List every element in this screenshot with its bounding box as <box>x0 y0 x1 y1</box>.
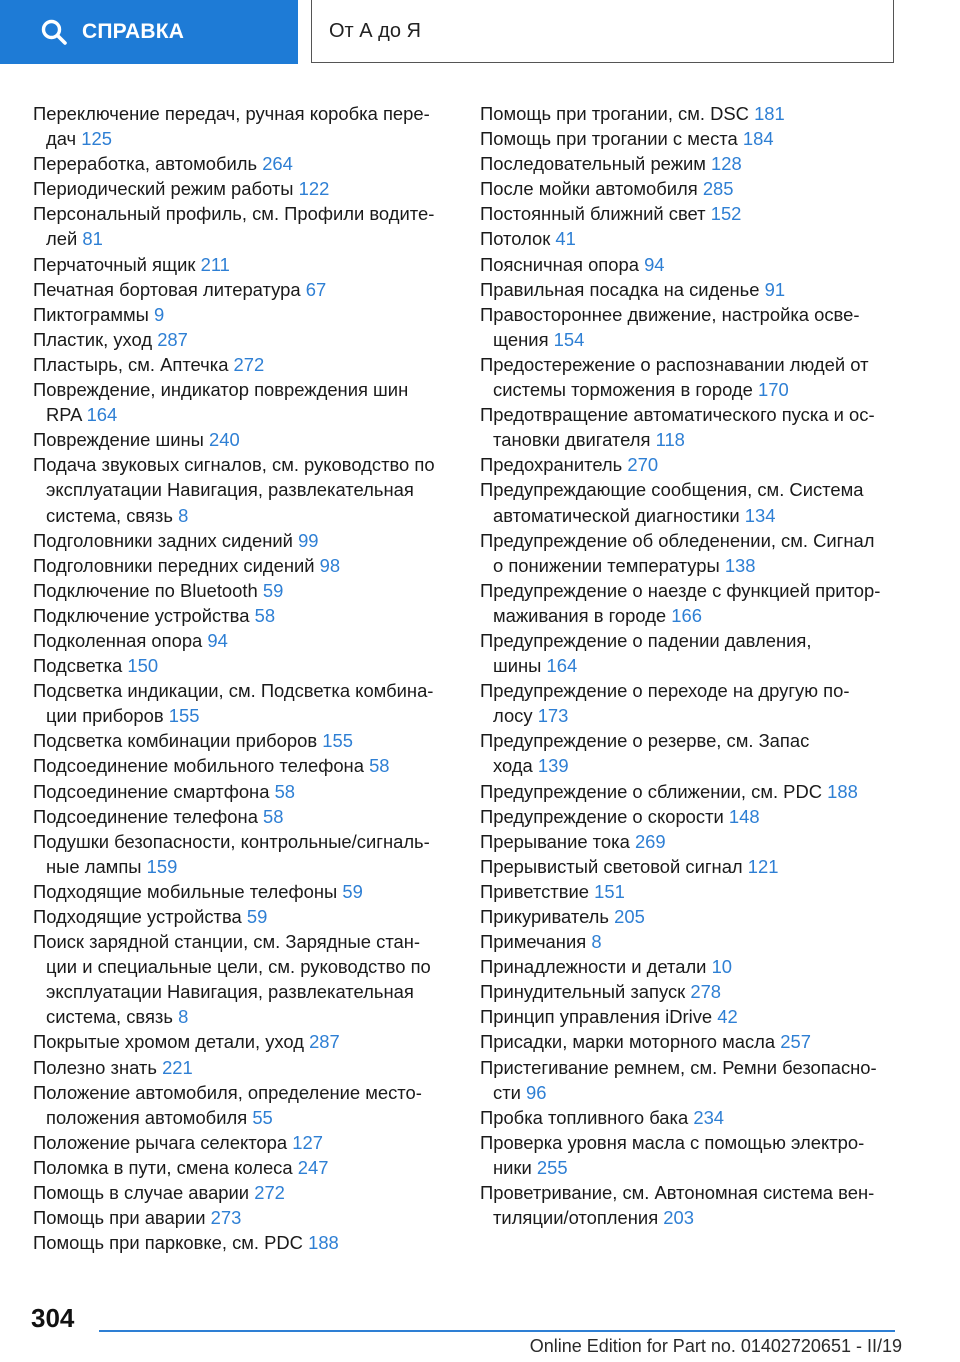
index-entry <box>480 126 910 151</box>
index-entry <box>480 779 910 804</box>
page-link[interactable]: 205 <box>614 906 645 927</box>
page-link[interactable]: 58 <box>263 805 284 827</box>
index-entry <box>480 678 910 728</box>
page-link[interactable]: 154 <box>553 328 585 350</box>
tab-help[interactable] <box>0 0 298 64</box>
index-entry <box>480 151 910 176</box>
index-entry-text: Прикуриватель <box>480 906 609 927</box>
page-link[interactable]: 166 <box>671 604 702 626</box>
index-entry <box>480 1130 910 1180</box>
index-entry-text: Проверка уровня масла с помощью электро- ники <box>480 1131 865 1178</box>
page-link[interactable]: 285 <box>702 178 734 200</box>
index-entry-text: Предупреждение о падении давления, шины <box>480 629 812 677</box>
index-entry-text: Прерывание тока <box>480 830 630 852</box>
page-link[interactable]: 151 <box>594 880 625 902</box>
page-link[interactable]: 170 <box>758 379 789 401</box>
index-entry <box>480 176 910 201</box>
index-entry <box>480 929 910 954</box>
index-entry-text: Перчаточный ящик <box>33 253 196 275</box>
section-breadcrumb[interactable] <box>311 0 894 63</box>
index-entry <box>33 728 463 753</box>
index-entry <box>33 101 463 151</box>
index-entry-text: Предупреждение о резерве, см. Запас хода <box>480 730 810 777</box>
page-link[interactable]: 127 <box>292 1131 323 1153</box>
index-entry <box>480 879 910 904</box>
page-link[interactable]: 98 <box>319 554 341 576</box>
index-entry-text: Правильная посадка на сиденье <box>480 278 760 300</box>
page-link[interactable]: 247 <box>297 1156 329 1178</box>
index-entry-text: Примечания <box>480 931 587 953</box>
page-link[interactable]: 91 <box>764 278 786 300</box>
index-entry <box>480 352 910 402</box>
index-entry-text: Подсоединение телефона <box>33 805 258 827</box>
page-link[interactable]: 272 <box>254 1182 285 1204</box>
page-link[interactable]: 138 <box>724 554 756 576</box>
index-entry <box>480 628 910 678</box>
page-link[interactable]: 173 <box>537 705 569 727</box>
index-entry-text: Пристегивание ремнем, см. Ремни безопасно- сти <box>480 1056 877 1103</box>
page-link[interactable]: 139 <box>537 755 569 777</box>
index-entry <box>480 979 910 1004</box>
index-entry <box>33 678 463 728</box>
index-entry-text: Предупреждение о переходе на другую по- лосу <box>480 680 850 727</box>
index-entry <box>33 653 463 678</box>
index-entry-text: Подсоединение мобильного телефона <box>33 755 364 777</box>
page-link[interactable]: 164 <box>86 404 118 426</box>
page-link[interactable]: 155 <box>168 705 200 727</box>
tab-help-label: СПРАВКА <box>82 20 185 43</box>
index-entry-text: Подключение устройства <box>33 604 250 626</box>
index-entry-text: Последовательный режим <box>480 153 706 175</box>
page-link[interactable]: 81 <box>82 228 103 250</box>
page-link[interactable]: 8 <box>591 931 602 953</box>
index-entry <box>480 1180 910 1230</box>
page-link[interactable]: 269 <box>634 830 666 852</box>
page-link[interactable]: 152 <box>710 203 742 225</box>
index-entry-text: Подголовники задних сидений <box>33 529 293 551</box>
page-link[interactable]: 125 <box>81 128 112 150</box>
index-entry-text: Присадки, марки моторного масла <box>480 1031 776 1053</box>
page-link[interactable]: 155 <box>322 730 353 752</box>
page-link[interactable]: 8 <box>178 1006 189 1028</box>
index-entry-text: Предотвращение автоматического пуска и ос- тановки двигателя <box>480 404 875 451</box>
index-entry <box>480 1004 910 1029</box>
index-entry-text: Принадлежности и детали <box>480 956 707 978</box>
index-entry <box>480 302 910 352</box>
index-entry-text: Пиктограммы <box>33 303 149 325</box>
index-entry-text: Подколенная опора <box>33 629 203 651</box>
index-entry <box>480 477 910 527</box>
footer-divider <box>99 1330 895 1332</box>
page-link[interactable]: 58 <box>369 755 390 777</box>
index-entry-text: Подсветка комбинации приборов <box>33 730 318 752</box>
index-column-right <box>480 101 910 1230</box>
index-entry <box>33 904 463 929</box>
index-entry-text: Потолок <box>480 228 551 250</box>
index-entry-text: Подсветка <box>33 655 123 677</box>
page-link[interactable]: 55 <box>252 1106 273 1128</box>
index-entry <box>33 1205 463 1230</box>
page-link[interactable]: 121 <box>747 855 779 877</box>
index-entry <box>480 101 910 126</box>
index-entry-text: Предупреждение о скорости <box>480 805 724 827</box>
index-entry-text: Повреждение шины <box>33 429 204 451</box>
page-link[interactable]: 99 <box>298 529 319 551</box>
page-link[interactable]: 234 <box>693 1106 725 1128</box>
index-entry-text: Подсветка индикации, см. Подсветка комбина- ции приборов <box>33 680 434 727</box>
page-link[interactable]: 287 <box>309 1031 340 1053</box>
index-entry <box>480 1055 910 1105</box>
index-entry-text: Предупреждение об обледенении, см. Сигнал о понижении температуры <box>480 529 875 576</box>
index-entry <box>480 854 910 879</box>
index-entry <box>33 1230 463 1255</box>
index-entry <box>33 277 463 302</box>
index-entry <box>480 954 910 979</box>
page-link[interactable]: 203 <box>663 1207 694 1229</box>
index-entry-text: Подача звуковых сигналов, см. руководство по эксплуатации Навигация, развлекательная система, связь <box>33 454 435 526</box>
index-entry <box>33 753 463 778</box>
index-entry <box>33 1155 463 1180</box>
page-link[interactable]: 287 <box>157 328 188 350</box>
index-entry-text: Предупреждение о сближении, см. PDC <box>480 780 823 802</box>
index-entry-text: Поломка в пути, смена колеса <box>33 1156 293 1178</box>
index-entry-text: Принудительный запуск <box>480 981 686 1003</box>
index-entry-text: Помощь при трогании с места <box>480 128 738 150</box>
page-link[interactable]: 42 <box>717 1006 738 1028</box>
page-number: 304 <box>31 1303 75 1333</box>
index-entry <box>480 728 910 778</box>
index-entry <box>33 1055 463 1080</box>
index-entry-text: Персональный профиль, см. Профили водите- лей <box>33 203 435 250</box>
index-entry <box>480 1029 910 1054</box>
index-entry <box>480 804 910 829</box>
index-entry <box>33 452 463 527</box>
index-entry <box>33 879 463 904</box>
index-entry <box>33 302 463 327</box>
index-entry <box>33 528 463 553</box>
page-link[interactable]: 273 <box>210 1207 242 1229</box>
index-entry <box>33 1130 463 1155</box>
index-entry-text: Подходящие устройства <box>33 906 242 927</box>
index-entry <box>33 553 463 578</box>
index-entry <box>33 628 463 653</box>
index-entry-text: Переключение передач, ручная коробка пере- дач <box>33 103 430 150</box>
page-link[interactable]: 270 <box>627 454 659 476</box>
index-entry-text: Правостороннее движение, настройка осве- щения <box>480 303 860 350</box>
index-entry-text: Подушки безопасности, контрольные/сигналь- ные лампы <box>33 830 430 877</box>
index-entry <box>33 603 463 628</box>
index-column-left <box>33 101 463 1255</box>
index-entry-text: Прерывистый световой сигнал <box>480 855 743 877</box>
page-link[interactable]: 240 <box>209 429 240 451</box>
index-entry-text: Принцип управления iDrive <box>480 1006 713 1028</box>
index-entry-text: Периодический режим работы <box>33 178 294 200</box>
index-entry <box>480 226 910 251</box>
index-entry-text: Пробка топливного бака <box>480 1106 689 1128</box>
page-link[interactable]: 134 <box>744 504 776 526</box>
index-entry-text: Подсоединение смартфона <box>33 780 270 802</box>
index-entry <box>33 427 463 452</box>
index-entry-text: Покрытые хромом детали, уход <box>33 1031 304 1053</box>
index-entry <box>33 779 463 804</box>
index-entry <box>33 352 463 377</box>
index-entry <box>33 176 463 201</box>
page-link[interactable]: 58 <box>254 604 276 626</box>
page-link[interactable]: 278 <box>690 981 722 1003</box>
index-entry-text: Полезно знать <box>33 1056 157 1078</box>
page-link[interactable]: 67 <box>305 278 327 300</box>
page-link[interactable]: 96 <box>526 1081 547 1103</box>
index-entry-text: Подходящие мобильные телефоны <box>33 880 338 902</box>
index-entry <box>33 1080 463 1130</box>
index-entry-text: Предохранитель <box>480 454 623 476</box>
footer-edition: Online Edition for Part no. 01402720651 - II/19 <box>529 1336 902 1356</box>
index-entry-text: Повреждение, индикатор повреждения шин RPA <box>33 379 409 426</box>
index-entry-text: Подключение по Bluetooth <box>33 579 258 601</box>
index-entry <box>33 578 463 603</box>
index-entry <box>480 452 910 477</box>
page-link[interactable]: 257 <box>780 1031 811 1053</box>
index-entry <box>480 277 910 302</box>
index-entry-text: Помощь при трогании, см. DSC <box>480 103 749 124</box>
page-link[interactable]: 184 <box>742 128 774 150</box>
index-entry-text: Предупреждение о наезде с функцией притор- маживания в городе <box>480 579 881 626</box>
index-entry <box>33 829 463 879</box>
page-link[interactable]: 128 <box>711 153 742 175</box>
index-entry <box>480 829 910 854</box>
index-entry <box>480 1105 910 1130</box>
index-entry <box>480 578 910 628</box>
index-entry <box>33 929 463 1029</box>
page-link[interactable]: 94 <box>644 253 665 275</box>
index-entry <box>33 804 463 829</box>
index-entry <box>33 1029 463 1054</box>
index-entry <box>480 402 910 452</box>
index-entry <box>480 904 910 929</box>
index-entry <box>33 151 463 176</box>
page-link[interactable]: 188 <box>827 780 858 802</box>
index-entry-text: После мойки автомобиля <box>480 178 698 200</box>
page-link[interactable]: 221 <box>162 1056 193 1078</box>
index-entry-text: Приветствие <box>480 880 590 902</box>
page-link[interactable]: 118 <box>655 429 685 451</box>
index-entry <box>480 252 910 277</box>
index-entry-text: Поиск зарядной станции, см. Зарядные стан- ции и специальные цели, см. руководство по эксплуатации Навигация, развлекательная система, связь <box>33 931 431 1028</box>
page-link[interactable]: 9 <box>153 303 165 325</box>
page-link[interactable]: 122 <box>298 178 330 200</box>
page-link[interactable]: 159 <box>146 855 178 877</box>
index-entry-text: Предостережение о распознавании людей от системы торможения в городе <box>480 353 869 401</box>
index-entry-text: Пластырь, см. Аптечка <box>33 353 229 375</box>
page-link[interactable]: 59 <box>262 579 284 601</box>
index-entry <box>33 377 463 427</box>
page-link[interactable]: 188 <box>308 1232 339 1254</box>
index-entry-text: Пластик, уход <box>33 328 153 350</box>
page-link[interactable]: 94 <box>207 629 228 651</box>
index-entry-text: Переработка, автомобиль <box>33 153 258 175</box>
page-link[interactable]: 58 <box>274 780 296 802</box>
page-link[interactable]: 255 <box>536 1156 568 1178</box>
index-entry-text: Положение рычага селектора <box>33 1131 288 1153</box>
page-link[interactable]: 264 <box>262 153 293 175</box>
index-entry-text: Печатная бортовая литература <box>33 278 301 300</box>
index-entry-text: Помощь при аварии <box>33 1207 206 1229</box>
page-link[interactable]: 148 <box>728 805 760 827</box>
index-entry-text: Поясничная опора <box>480 253 639 275</box>
page-link[interactable]: 41 <box>555 228 576 250</box>
index-entry-text: Положение автомобиля, определение место- положения автомобиля <box>33 1081 422 1128</box>
breadcrumb-label: От А до Я <box>329 19 421 42</box>
page-link[interactable]: 8 <box>178 504 189 526</box>
page-link[interactable]: 10 <box>711 956 733 978</box>
page-link[interactable]: 211 <box>200 253 230 275</box>
page-link[interactable]: 272 <box>233 353 265 375</box>
index-entry-text: Помощь в случае аварии <box>33 1182 250 1204</box>
index-entry-text: Проветривание, см. Автономная система вен- тиляции/отопления <box>480 1182 875 1229</box>
page-link[interactable]: 164 <box>546 655 578 677</box>
index-entry-text: Постоянный ближний свет <box>480 203 706 225</box>
page-link[interactable]: 150 <box>127 655 159 677</box>
index-entry-text: Подголовники передних сидений <box>33 554 315 576</box>
page-link[interactable]: 181 <box>754 103 785 124</box>
index-entry <box>33 327 463 352</box>
index-entry-text: Предупреждающие сообщения, см. Система автоматической диагностики <box>480 479 864 526</box>
search-icon <box>40 18 68 46</box>
index-entry <box>480 528 910 578</box>
index-entry <box>33 201 463 251</box>
page-link[interactable]: 59 <box>246 906 268 927</box>
index-entry <box>33 252 463 277</box>
page-link[interactable]: 59 <box>342 880 363 902</box>
index-entry <box>33 1180 463 1205</box>
index-entry <box>480 201 910 226</box>
index-entry-text: Помощь при парковке, см. PDC <box>33 1232 303 1254</box>
